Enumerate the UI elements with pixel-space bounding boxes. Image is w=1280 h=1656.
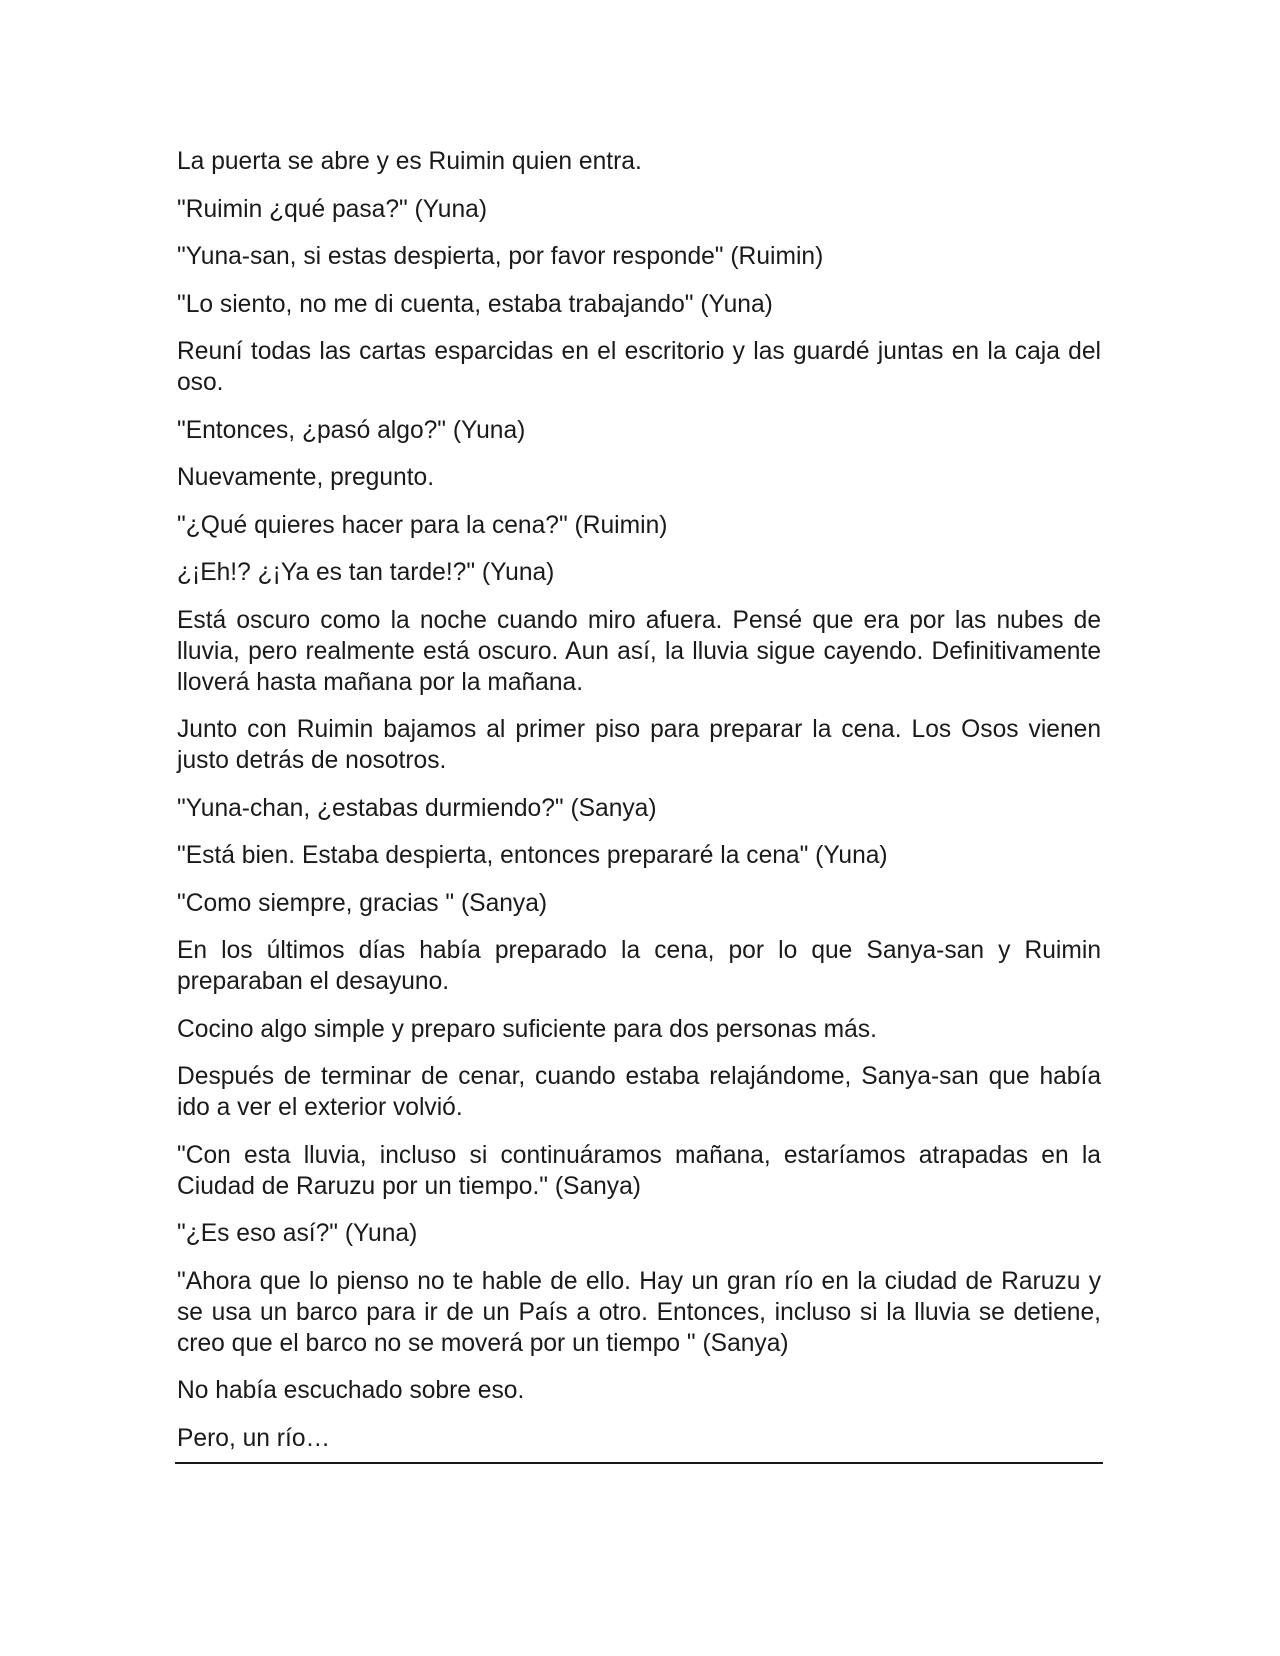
paragraph: "Con esta lluvia, incluso si continuáramos mañana, estaríamos atrapadas en la Ciudad de Raruzu por un tiempo." (Sanya)	[177, 1141, 1101, 1200]
paragraph: "Lo siento, no me di cuenta, estaba trabajando" (Yuna)	[177, 290, 773, 318]
paragraph: "Ahora que lo pienso no te hable de ello. Hay un gran río en la ciudad de Raruzu y se usa un barco para ir de un País a otro. Entonces, incluso si la lluvia se detiene, creo que el barco no se moverá por un tiempo " (Sanya)	[177, 1267, 1101, 1357]
paragraph: "¿Qué quieres hacer para la cena?" (Ruimin)	[177, 511, 668, 539]
paragraph: Reuní todas las cartas esparcidas en el escritorio y las guardé juntas en la caja del oso.	[177, 338, 1101, 396]
paragraph: "Ruimin ¿qué pasa?" (Yuna)	[177, 195, 488, 223]
paragraph: "¿Es eso así?" (Yuna)	[177, 1220, 418, 1247]
paragraph: "Yuna-san, si estas despierta, por favor responde" (Ruimin)	[177, 243, 824, 270]
paragraph: Pero, un río…	[177, 1424, 331, 1452]
paragraph: Está oscuro como la noche cuando miro afuera. Pensé que era por las nubes de lluvia, pero realmente está oscuro. Aun así, la lluvia sigue cayendo. Definitivamente lloverá hasta mañana por la mañana.	[177, 606, 1101, 696]
paragraph: Cocino algo simple y preparo suficiente para dos personas más.	[177, 1015, 877, 1043]
paragraph: "Yuna-chan, ¿estabas durmiendo?" (Sanya)	[177, 794, 657, 822]
paragraph: "Está bien. Estaba despierta, entonces prepararé la cena" (Yuna)	[177, 842, 888, 869]
paragraph: Después de terminar de cenar, cuando estaba relajándome, Sanya-san que había ido a ver el exterior volvió.	[177, 1063, 1101, 1121]
paragraph: La puerta se abre y es Ruimin quien entra.	[177, 148, 642, 175]
paragraph: ¿¡Eh!? ¿¡Ya es tan tarde!?" (Yuna)	[177, 559, 555, 586]
paragraph: No había escuchado sobre eso.	[177, 1377, 525, 1404]
paragraph: Nuevamente, pregunto.	[177, 464, 435, 491]
paragraph: Junto con Ruimin bajamos al primer piso para preparar la cena. Los Osos vienen justo detrás de nosotros.	[177, 716, 1101, 774]
section-divider	[175, 1462, 1103, 1464]
paragraph: "Entonces, ¿pasó algo?" (Yuna)	[177, 416, 526, 444]
body-text	[177, 146, 1101, 1470]
paragraph: En los últimos días había preparado la cena, por lo que Sanya-san y Ruimin preparaban el desayuno.	[177, 937, 1101, 995]
paragraph: "Como siempre, gracias " (Sanya)	[177, 889, 548, 917]
